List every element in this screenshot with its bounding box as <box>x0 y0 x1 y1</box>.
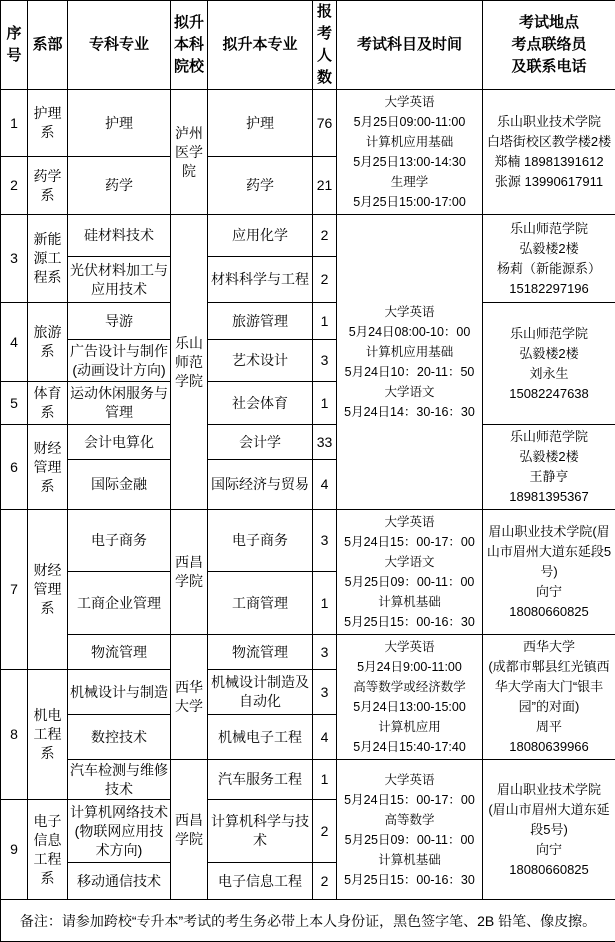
dept-cell <box>28 670 68 800</box>
cell-line: 药学 <box>210 176 310 195</box>
cell-line: 向宁 <box>485 582 613 602</box>
cell-line: 生理学 <box>339 172 480 192</box>
target-major-cell <box>208 670 313 715</box>
cell-line: 5月25日13:00-14:30 <box>339 152 480 172</box>
applicant-count-cell <box>313 715 337 760</box>
cell-line: 大学英语 <box>339 302 480 322</box>
note-cell <box>1 900 615 942</box>
exam-location-cell <box>483 215 615 303</box>
cell-line: 乐山师范学院 <box>485 219 613 239</box>
cell-line: 机械电子工程 <box>210 728 310 747</box>
cell-line: 5月25日09：00-11：00 <box>339 830 480 850</box>
cell-line: 5月24日15：00-17：00 <box>339 532 480 552</box>
target-major-cell <box>208 715 313 760</box>
serial-cell <box>1 510 28 670</box>
cell-line: 药学 <box>70 176 168 195</box>
target-major-cell <box>208 760 313 800</box>
serial-cell <box>1 800 28 900</box>
applicant-count-cell <box>313 670 337 715</box>
cell-line: 1 <box>315 594 334 613</box>
cell-line: 21 <box>315 176 334 195</box>
exam-location-cell <box>483 303 615 425</box>
target-college-cell <box>171 510 208 635</box>
cell-line: 5月25日09:00-11:00 <box>339 112 480 132</box>
cell-line: 4 <box>3 333 25 352</box>
college-major-cell <box>68 382 171 425</box>
cell-line: 1 <box>315 312 334 331</box>
cell-line: 乐山职业技术学院 <box>485 112 613 132</box>
exam-schedule-cell <box>337 90 483 215</box>
cell-line: 西昌学院 <box>173 811 205 849</box>
applicant-count-cell <box>313 340 337 382</box>
cell-line: 眉山职业技术学院 <box>485 780 613 800</box>
cell-line: 5 <box>3 394 25 413</box>
serial-cell <box>1 90 28 157</box>
cell-line: 高等数学 <box>339 810 480 830</box>
cell-line: 计算机应用基础 <box>339 132 480 152</box>
cell-line: 护理系 <box>30 104 65 142</box>
cell-line: 郑楠 18981391612 <box>485 152 613 172</box>
college-major-cell <box>68 760 171 800</box>
college-major-cell <box>68 90 171 157</box>
cell-line: 财经管理系 <box>30 439 65 496</box>
target-major-cell <box>208 460 313 510</box>
cell-line: 5月25日15：00-16：30 <box>339 870 480 890</box>
table-row <box>1 215 615 257</box>
table-row <box>1 425 615 460</box>
applicant-count-cell <box>313 863 337 900</box>
target-major-cell <box>208 215 313 257</box>
cell-line: 计算机基础 <box>339 850 480 870</box>
cell-line: 弘毅楼2楼 <box>485 447 613 467</box>
table-row <box>1 900 615 942</box>
table-row <box>1 90 615 157</box>
cell-line: 计算机网络技术(物联网应用技术方向) <box>70 803 168 860</box>
college-major-cell <box>68 257 171 303</box>
target-major-cell <box>208 863 313 900</box>
cell-line: 刘永生 <box>485 364 613 384</box>
cell-line: 15182297196 <box>485 279 613 299</box>
exam-schedule-cell <box>337 635 483 760</box>
exam-schedule-cell <box>337 215 483 510</box>
cell-line: 2 <box>315 872 334 891</box>
cell-line: 西华大学 <box>485 637 613 657</box>
header-target-major-cell <box>208 1 313 90</box>
college-major-cell <box>68 303 171 340</box>
cell-line: 拟升本专业 <box>210 34 310 56</box>
exam-location-cell <box>483 635 615 760</box>
cell-line: 考试科目及时间 <box>339 34 480 56</box>
cell-line: 电子信息工程系 <box>30 812 65 888</box>
applicant-count-cell <box>313 635 337 670</box>
cell-line: 5月25日09：00-11：00 <box>339 572 480 592</box>
dept-cell <box>28 157 68 215</box>
cell-line: 电子商务 <box>70 531 168 550</box>
cell-line: 杨莉（新能源系） <box>485 259 613 279</box>
cell-line: 考点联络员 <box>485 34 613 56</box>
cell-line: 乐山师范学院 <box>485 324 613 344</box>
cell-line: 2 <box>315 226 334 245</box>
cell-line: 大学英语 <box>339 770 480 790</box>
target-college-cell <box>171 215 208 510</box>
cell-line: 物流管理 <box>70 643 168 662</box>
cell-line: 国际金融 <box>70 475 168 494</box>
cell-line: 4 <box>315 475 334 494</box>
target-major-cell <box>208 382 313 425</box>
cell-line: 弘毅楼2楼 <box>485 344 613 364</box>
cell-line: 应用化学 <box>210 226 310 245</box>
cell-line: 18080660825 <box>485 860 613 880</box>
target-major-cell <box>208 510 313 572</box>
cell-line: 5月24日13:00-15:00 <box>339 697 480 717</box>
cell-line: 4 <box>315 728 334 747</box>
target-major-cell <box>208 257 313 303</box>
dept-cell <box>28 510 68 670</box>
cell-line: 1 <box>315 394 334 413</box>
target-major-cell <box>208 90 313 157</box>
cell-line: 乐山师范学院 <box>485 427 613 447</box>
applicant-count-cell <box>313 382 337 425</box>
cell-line: 材料科学与工程 <box>210 270 310 289</box>
cell-line: 计算机基础 <box>339 592 480 612</box>
cell-line: 运动休闲服务与管理 <box>70 384 168 422</box>
cell-line: 7 <box>3 580 25 599</box>
cell-line: 机电工程系 <box>30 706 65 763</box>
applicant-count-cell <box>313 257 337 303</box>
cell-line: 硅材料技术 <box>70 226 168 245</box>
cell-line: 工商企业管理 <box>70 594 168 613</box>
table-row <box>1 760 615 800</box>
cell-line: 拟升本科院校 <box>173 12 205 78</box>
applicant-count-cell <box>313 460 337 510</box>
cell-line: 5月24日15:40-17:40 <box>339 737 480 757</box>
cell-line: 2 <box>315 822 334 841</box>
cell-line: 大学语文 <box>339 382 480 402</box>
cell-line: 汽车检测与维修技术 <box>70 761 168 799</box>
cell-line: 5月24日14：30-16：30 <box>339 402 480 422</box>
cell-line: 1 <box>315 770 334 789</box>
college-major-cell <box>68 425 171 460</box>
cell-line: 西华大学 <box>173 678 205 716</box>
header-applicant-count-cell <box>313 1 337 90</box>
cell-line: 18981395367 <box>485 487 613 507</box>
cell-line: 社会体育 <box>210 394 310 413</box>
applicant-count-cell <box>313 800 337 863</box>
cell-line: 广告设计与制作(动画设计方向) <box>70 342 168 380</box>
serial-cell <box>1 215 28 303</box>
cell-line: 15082247638 <box>485 384 613 404</box>
cell-line: 76 <box>315 114 334 133</box>
cell-line: 机械设计制造及自动化 <box>210 673 310 711</box>
cell-line: 3 <box>315 351 334 370</box>
cell-line: 计算机应用 <box>339 717 480 737</box>
serial-cell <box>1 382 28 425</box>
cell-line: 5月25日15：00-16：30 <box>339 612 480 632</box>
cell-line: 艺术设计 <box>210 351 310 370</box>
cell-line: 乐山师范学院 <box>173 334 205 391</box>
dept-cell <box>28 303 68 382</box>
cell-line: 汽车服务工程 <box>210 770 310 789</box>
serial-cell <box>1 425 28 510</box>
table-row <box>1 635 615 670</box>
header-row <box>1 1 615 90</box>
cell-line: 大学英语 <box>339 637 480 657</box>
applicant-count-cell <box>313 157 337 215</box>
header-college-major-cell <box>68 1 171 90</box>
serial-cell <box>1 670 28 800</box>
cell-line: 5月24日08:00-10：00 <box>339 322 480 342</box>
cell-line: 系部 <box>30 34 65 56</box>
cell-line: 体育系 <box>30 384 65 422</box>
header-exam-schedule-cell <box>337 1 483 90</box>
college-major-cell <box>68 215 171 257</box>
cell-line: 专科专业 <box>70 34 168 56</box>
applicant-count-cell <box>313 572 337 635</box>
applicant-count-cell <box>313 303 337 340</box>
applicant-count-cell <box>313 425 337 460</box>
header-target-college-cell <box>171 1 208 90</box>
cell-line: 王静亨 <box>485 467 613 487</box>
exam-location-cell <box>483 510 615 635</box>
cell-line: 18080660825 <box>485 602 613 622</box>
cell-line: 备注：请参加跨校“专升本”考试的考生务必带上本人身份证，黑色签字笔、2B 铅笔、像皮擦。 <box>7 912 609 930</box>
cell-line: 3 <box>315 683 334 702</box>
cell-line: 机械设计与制造 <box>70 683 168 702</box>
college-major-cell <box>68 510 171 572</box>
cell-line: 白塔街校区教学楼2楼 <box>485 132 613 152</box>
college-major-cell <box>68 715 171 760</box>
cell-line: 6 <box>3 458 25 477</box>
cell-line: 旅游管理 <box>210 312 310 331</box>
cell-line: 电子商务 <box>210 531 310 550</box>
cell-line: 旅游系 <box>30 323 65 361</box>
cell-line: 8 <box>3 725 25 744</box>
cell-line: 会计学 <box>210 433 310 452</box>
cell-line: 工商管理 <box>210 594 310 613</box>
header-exam-location-cell <box>483 1 615 90</box>
college-major-cell <box>68 340 171 382</box>
dept-cell <box>28 90 68 157</box>
cell-line: 财经管理系 <box>30 561 65 618</box>
applicant-count-cell <box>313 760 337 800</box>
cell-line: 电子信息工程 <box>210 872 310 891</box>
cell-line: 光伏材料加工与应用技术 <box>70 261 168 299</box>
cell-line: 导游 <box>70 312 168 331</box>
header-serial-cell <box>1 1 28 90</box>
cell-line: 眉山职业技术学院(眉山市眉州大道东延段5号) <box>485 522 613 582</box>
cell-line: 报考人数 <box>315 1 334 89</box>
dept-cell <box>28 800 68 900</box>
cell-line: 大学语文 <box>339 552 480 572</box>
college-major-cell <box>68 572 171 635</box>
cell-line: 考试地点 <box>485 12 613 34</box>
cell-line: 药学系 <box>30 167 65 205</box>
target-major-cell <box>208 635 313 670</box>
cell-line: (眉山市眉州大道东延段5号) <box>485 800 613 840</box>
dept-cell <box>28 425 68 510</box>
exam-schedule-cell <box>337 510 483 635</box>
college-major-cell <box>68 800 171 863</box>
college-major-cell <box>68 157 171 215</box>
cell-line: 9 <box>3 840 25 859</box>
cell-line: 5月24日9:00-11:00 <box>339 657 480 677</box>
cell-line: 18080639966 <box>485 737 613 757</box>
cell-line: 会计电算化 <box>70 433 168 452</box>
exam-schedule-cell <box>337 760 483 900</box>
college-major-cell <box>68 863 171 900</box>
cell-line: 33 <box>315 433 334 452</box>
exam-location-cell <box>483 425 615 510</box>
college-major-cell <box>68 670 171 715</box>
cell-line: 移动通信技术 <box>70 872 168 891</box>
cell-line: 周平 <box>485 717 613 737</box>
cell-line: 向宁 <box>485 840 613 860</box>
cell-line: 3 <box>315 531 334 550</box>
target-college-cell <box>171 760 208 900</box>
table-row <box>1 510 615 572</box>
serial-cell <box>1 303 28 382</box>
target-major-cell <box>208 303 313 340</box>
cell-line: 序号 <box>3 23 25 67</box>
target-major-cell <box>208 800 313 863</box>
cell-line: 新能源工程系 <box>30 230 65 287</box>
cell-line: 5月24日15：00-17：00 <box>339 790 480 810</box>
cell-line: 5月24日10：20-11：50 <box>339 362 480 382</box>
dept-cell <box>28 382 68 425</box>
header-dept-cell <box>28 1 68 90</box>
cell-line: 护理 <box>210 114 310 133</box>
cell-line: 物流管理 <box>210 643 310 662</box>
cell-line: 2 <box>3 176 25 195</box>
cell-line: 及联系电话 <box>485 56 613 78</box>
cell-line: 计算机科学与技术 <box>210 812 310 850</box>
target-major-cell <box>208 572 313 635</box>
cell-line: 数控技术 <box>70 728 168 747</box>
cell-line: 张源 13990617911 <box>485 172 613 192</box>
table-row <box>1 303 615 340</box>
applicant-count-cell <box>313 510 337 572</box>
cell-line: 大学英语 <box>339 92 480 112</box>
exam-location-cell <box>483 760 615 900</box>
cell-line: 1 <box>3 114 25 133</box>
exam-table-body <box>1 90 615 942</box>
cell-line: 护理 <box>70 114 168 133</box>
cell-line: 弘毅楼2楼 <box>485 239 613 259</box>
cell-line: 高等数学或经济数学 <box>339 677 480 697</box>
cell-line: 国际经济与贸易 <box>210 475 310 494</box>
target-college-cell <box>171 90 208 215</box>
college-major-cell <box>68 460 171 510</box>
cell-line: 2 <box>315 270 334 289</box>
target-major-cell <box>208 425 313 460</box>
cell-line: 大学英语 <box>339 512 480 532</box>
applicant-count-cell <box>313 215 337 257</box>
cell-line: 泸州医学院 <box>173 124 205 181</box>
cell-line: 3 <box>3 249 25 268</box>
cell-line: 西昌学院 <box>173 553 205 591</box>
serial-cell <box>1 157 28 215</box>
target-major-cell <box>208 340 313 382</box>
cell-line: (成都市郫县红光镇西华大学南大门“银丰园”的对面) <box>485 657 613 717</box>
dept-cell <box>28 215 68 303</box>
college-major-cell <box>68 635 171 670</box>
applicant-count-cell <box>313 90 337 157</box>
cell-line: 3 <box>315 643 334 662</box>
exam-location-cell <box>483 90 615 215</box>
target-major-cell <box>208 157 313 215</box>
cell-line: 5月25日15:00-17:00 <box>339 192 480 212</box>
exam-table-header <box>1 1 615 90</box>
cell-line: 计算机应用基础 <box>339 342 480 362</box>
target-college-cell <box>171 635 208 760</box>
